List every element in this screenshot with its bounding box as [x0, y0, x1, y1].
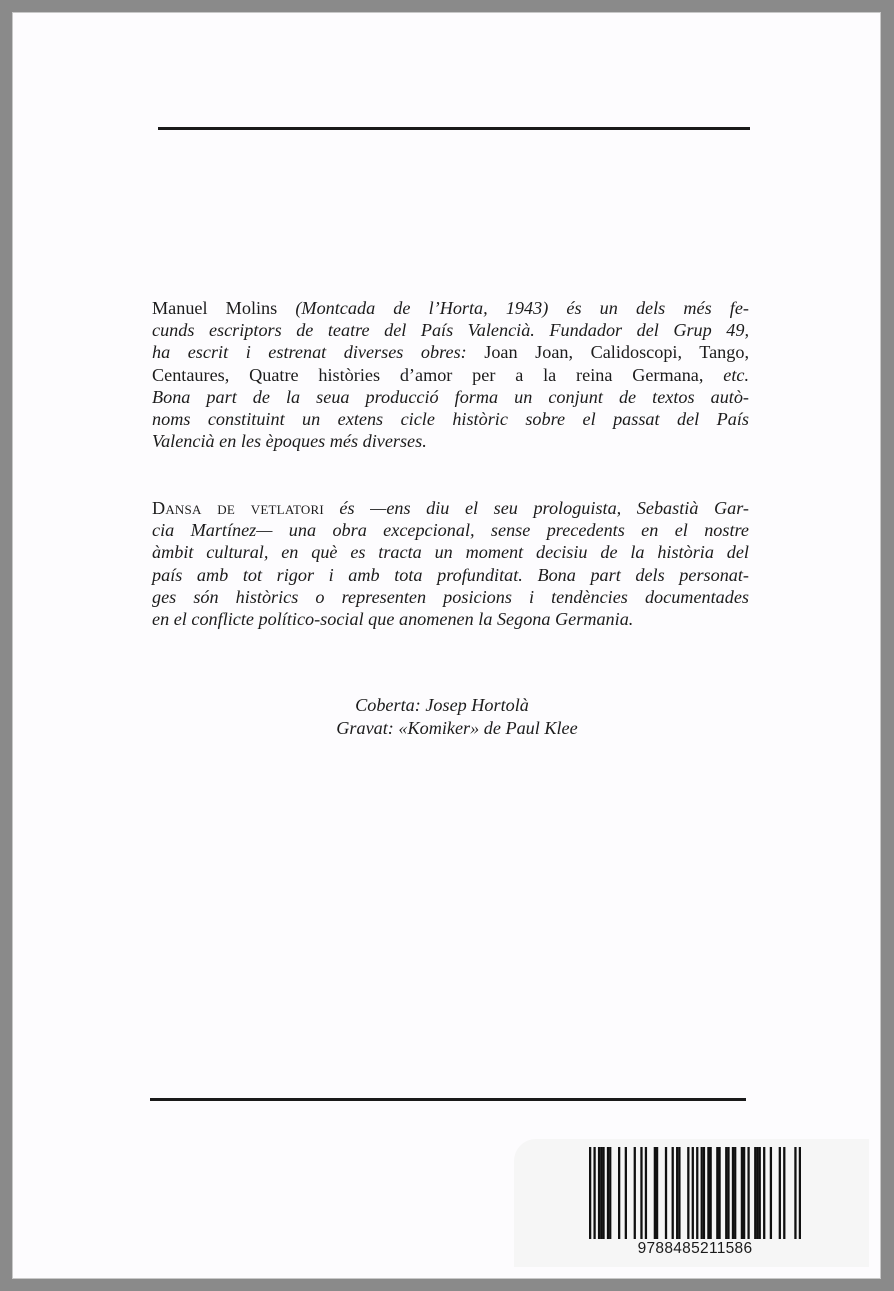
barcode-bar	[665, 1147, 667, 1239]
bio-text: (Montcada de l’Horta, 1943) és un dels més fe-	[295, 298, 749, 318]
barcode-bar	[743, 1147, 745, 1239]
works-list: Joan Joan, Calidoscopi, Tango,	[484, 342, 749, 363]
barcode-bar	[794, 1147, 796, 1239]
barcode-bar	[703, 1147, 705, 1239]
bio-line: Valencià en les èpoques més diverses.	[152, 431, 427, 452]
barcode-bar	[609, 1147, 611, 1239]
description-line: cia Martínez— una obra excepcional, sense precedents en el nostre	[152, 520, 749, 541]
barcode-bar	[756, 1147, 758, 1239]
barcode-bar	[725, 1147, 727, 1239]
barcode-bar	[656, 1147, 658, 1239]
barcode-bar	[602, 1147, 604, 1239]
book-back-cover	[12, 12, 881, 1279]
description-line: àmbit cultural, en què es tracta un moment decisiu de la història del	[152, 542, 749, 563]
barcode-bar	[701, 1147, 703, 1239]
barcode-bar	[654, 1147, 656, 1239]
bio-line: noms constituint un extens cicle històric sobre el passat del País	[152, 409, 749, 430]
barcode-bar	[625, 1147, 627, 1239]
author-bio-paragraph	[152, 297, 749, 452]
bio-line	[152, 341, 749, 363]
barcode-bar	[718, 1147, 720, 1239]
barcode-bar	[618, 1147, 620, 1239]
barcode-bar	[672, 1147, 674, 1239]
description-line: ges són històrics o representen posicions i tendències documentades	[152, 586, 749, 607]
barcode-bar	[763, 1147, 765, 1239]
isbn-number: 9788485211586	[637, 1240, 753, 1257]
barcode-bar	[727, 1147, 729, 1239]
barcode-bar	[645, 1147, 647, 1239]
bio-line: Bona part de la seua producció forma un conjunt de textos autò-	[152, 386, 749, 407]
barcode-bar	[741, 1147, 743, 1239]
engraving-label: Gravat: «Komiker»	[336, 718, 484, 738]
barcode-bar	[676, 1147, 678, 1239]
bio-text: ha escrit i estrenat diverses obres:	[152, 342, 485, 363]
engraving-artist: de Paul Klee	[483, 718, 578, 738]
barcode-bar	[716, 1147, 718, 1239]
barcode-bar	[692, 1147, 694, 1239]
barcode-bar	[598, 1147, 600, 1239]
barcode-bar	[747, 1147, 749, 1239]
bottom-rule	[150, 1098, 746, 1101]
barcode-bar	[754, 1147, 756, 1239]
barcode-bar	[783, 1147, 785, 1239]
barcode-bar	[607, 1147, 609, 1239]
description-line: país amb tot rigor i amb tota profunditat. Bona part dels personat-	[152, 564, 749, 585]
barcode-bar	[589, 1147, 591, 1239]
description-line: en el conflicte político-social que anomenen la Segona Germania.	[152, 609, 634, 630]
engraving-credit	[292, 717, 622, 740]
barcode-bar	[593, 1147, 595, 1239]
barcode-icon	[589, 1147, 801, 1239]
barcode-bar	[634, 1147, 636, 1239]
barcode-bar	[710, 1147, 712, 1239]
bio-line	[152, 297, 749, 319]
cover-credit: Coberta: Josep Hortolà	[355, 695, 529, 715]
credits	[292, 694, 622, 740]
barcode-bar	[799, 1147, 801, 1239]
barcode-bar	[759, 1147, 761, 1239]
barcode-bar	[732, 1147, 734, 1239]
description-line	[152, 497, 749, 519]
barcode-bar	[770, 1147, 772, 1239]
top-rule	[158, 127, 750, 130]
barcode-bar	[707, 1147, 709, 1239]
works-list: Centaures, Quatre històries d’amor per a la reina Germana,	[152, 364, 724, 385]
book-title: Dansa de vetlatori	[152, 498, 324, 518]
barcode-bar	[678, 1147, 680, 1239]
bio-line: cunds escriptors de teatre del País Valencià. Fundador del Grup 49,	[152, 320, 749, 341]
barcode-bar	[600, 1147, 602, 1239]
barcode-bar	[640, 1147, 642, 1239]
author-name: Manuel Molins	[152, 298, 296, 318]
bio-line	[152, 364, 749, 386]
barcode-bar	[687, 1147, 689, 1239]
barcode-bar	[779, 1147, 781, 1239]
work-description-paragraph	[152, 497, 749, 630]
bio-text: etc.	[723, 364, 749, 385]
barcode-bar	[734, 1147, 736, 1239]
description-text: és —ens diu el seu prologuista, Sebastià Gar-	[323, 498, 749, 518]
barcode-bar	[696, 1147, 698, 1239]
